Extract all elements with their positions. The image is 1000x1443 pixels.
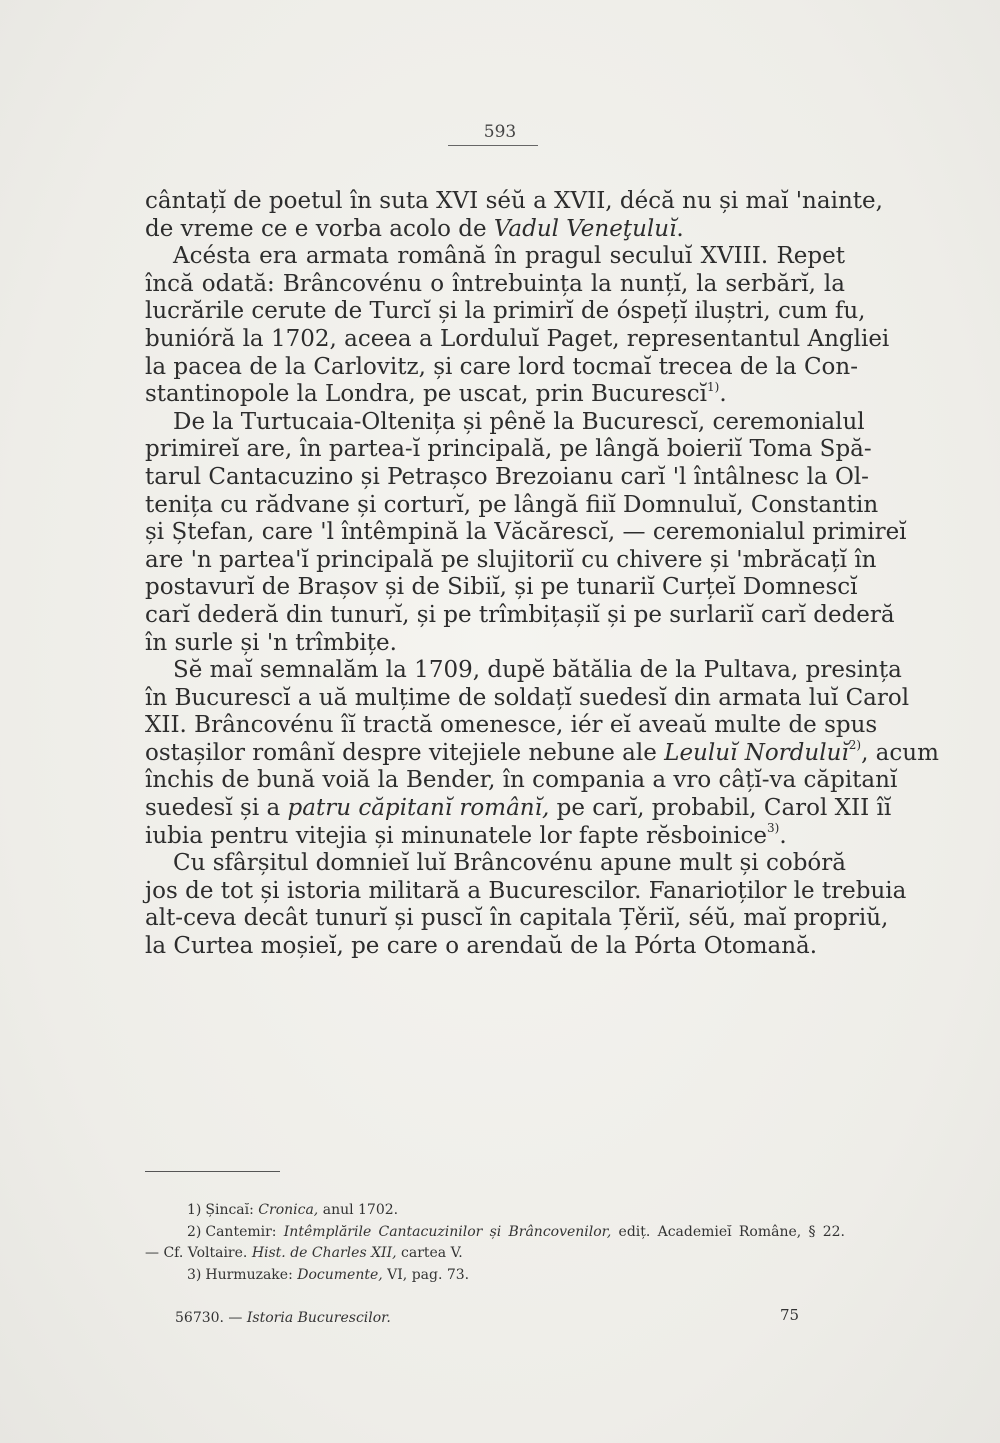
- text-line: în Bucurescĭ a uă mulțime de soldațĭ suedesĭ din armata luĭ Carol: [145, 684, 910, 711]
- text-line-part: iubia pentru vitejia și minunatele lor fapte rĕsboinice: [145, 822, 768, 849]
- text-line: [145, 795, 892, 823]
- text-line: încă odată: Brâncovénu o întrebuința la nunțĭ, la serbărĭ, la: [145, 270, 845, 297]
- text-line: alt-ceva decât tunurĭ și puscĭ în capitala Țěriĭ, séŭ, maĭ propriŭ,: [145, 905, 889, 932]
- text-line-part: .: [779, 822, 787, 849]
- footnote-rest: ediț. Academieĭ Române, § 22.: [611, 1223, 845, 1240]
- text-line: la pacea de la Carlovitz, și care lord tocmaĭ trecea de la Con-: [145, 353, 858, 380]
- footnote-number: 2): [187, 1223, 202, 1240]
- text-line-part: , acum: [861, 739, 939, 766]
- footnote-1: [145, 1200, 845, 1222]
- footnote-title: Intêmplările Cantacuzinilor și Brâncovenilor,: [283, 1223, 612, 1240]
- footnote-rest: — Cf. Voltaire.: [145, 1245, 252, 1261]
- footnote-title: Documente,: [297, 1266, 383, 1283]
- footnote-number: 1): [187, 1202, 202, 1218]
- footnote-marker: 1): [707, 379, 720, 394]
- folio-number: 75: [780, 1306, 800, 1324]
- text-line: bunióră la 1702, aceea a Lorduluĭ Paget, representantul Angliei: [145, 325, 890, 352]
- italic-place-name: Vadul Veneţuluĭ: [493, 215, 677, 242]
- text-line: stantinopole la Londra, pe uscat, prin Bucurescĭ$^{1)}$.: [145, 379, 727, 408]
- signature-title: Istoria Bucurescilor.: [246, 1310, 391, 1326]
- text-line: [145, 738, 939, 768]
- text-line: De la Turtucaia-Oltenița și pênĕ la Bucurescĭ, ceremonialul: [173, 408, 865, 435]
- text-line-part: de vreme ce e vorba acolo de Vadul Veneţuluĭ.: [145, 215, 684, 242]
- text-line: primireĭ are, în partea-ĭ principală, pe lângă boieriĭ Toma Spă-: [145, 436, 872, 463]
- footnote-rule: [145, 1171, 280, 1172]
- text-line-part: stantinopole la Londra, pe uscat, prin Bucurescĭ: [145, 381, 708, 408]
- text-line: în surle și 'n trîmbițe.: [145, 629, 397, 656]
- text-line: Sĕ maĭ semnalăm la 1709, dupĕ bătălia de la Pultava, presința: [173, 657, 902, 684]
- text-line: [145, 823, 845, 851]
- text-line: Acésta era armata română în pragul seculuĭ XVIII. Repet: [173, 243, 845, 270]
- signature-code: 56730. —: [175, 1310, 247, 1326]
- text-line: tenița cu rădvane și corturĭ, pe lângă fiiĭ Domnuluĭ, Constantin: [145, 491, 879, 518]
- page-number: 593: [483, 122, 517, 142]
- footnote-title: Cronica,: [258, 1202, 319, 1218]
- text-line-part: suedesĭ și a: [145, 795, 288, 822]
- footnote-rest: VI, pag. 73.: [382, 1266, 470, 1283]
- printer-signature: [175, 1310, 391, 1326]
- text-line: la Curtea moșieĭ, pe care o arendaŭ de la Pórta Otomană.: [145, 933, 818, 960]
- text-line-part: pe carĭ, probabil, Carol XII îĭ: [549, 795, 892, 822]
- text-line: jos de tot și istoria militară a Bucurescilor. Fanarioților le trebuia: [145, 877, 907, 904]
- italic-phrase: patru căpitanĭ românĭ,: [287, 795, 550, 822]
- text-line: lucrările cerute de Turcĭ și la primirĭ de óspețĭ iluștri, cum fu,: [145, 298, 866, 325]
- text-line: [145, 216, 845, 244]
- footnote-2-continued: [145, 1243, 845, 1265]
- text-line: XII. Brâncovénu îĭ tractă omenesce, iér eĭ aveaŭ multe de spus: [145, 712, 878, 739]
- text-line: și Ștefan, care 'l întêmpină la Văcărescĭ, — ceremonialul primireĭ: [145, 519, 907, 546]
- page-number-rule: [448, 145, 538, 146]
- text-line: Cu sfârșitul domnieĭ luĭ Brâncovénu apune mult și cobóră: [173, 850, 846, 877]
- text-line: tarul Cantacuzino și Petrașco Brezoianu carĭ 'l întâlnesc la Ol-: [145, 463, 869, 490]
- footnote-author: Șincaĭ:: [205, 1202, 259, 1218]
- text-line: cântațĭ de poetul în suta XVI séŭ a XVII, décă nu și maĭ 'nainte,: [145, 188, 883, 214]
- text-line: carĭ dederă din tunurĭ, și pe trîmbițașiĭ și pe surlariĭ carĭ dederă: [145, 601, 895, 628]
- footnote-2: [145, 1222, 845, 1244]
- footnote-rest: anul 1702.: [318, 1202, 399, 1218]
- text-line: are 'n partea'ĭ principală pe slujitoriĭ cu chivere și 'mbrăcațĭ în: [145, 546, 877, 573]
- footnote-marker: 3): [767, 821, 780, 835]
- text-line: postavurĭ de Brașov și de Sibiĭ, și pe tunariĭ Curțeĭ Domnescĭ: [145, 574, 858, 601]
- footnotes: [145, 1200, 845, 1286]
- text-line: închis de bună voiă la Bender, în compania a vro câțĭ-va căpitanĭ: [145, 767, 898, 794]
- text-line-part: ostașilor românĭ despre vitejiele nebune ale: [145, 739, 665, 766]
- footnote-rest: cartea V.: [396, 1245, 463, 1261]
- footnote-author: Hurmuzake:: [205, 1266, 298, 1283]
- footnote-number: 3): [187, 1266, 202, 1283]
- body-text: [145, 188, 939, 961]
- footnote-3: [145, 1265, 845, 1287]
- italic-title: Leuluĭ Norduluĭ: [664, 739, 849, 766]
- footnote-author: Cantemir:: [205, 1223, 284, 1240]
- footnote-title: Hist. de Charles XII,: [251, 1245, 397, 1261]
- footnote-marker: 2): [848, 738, 862, 753]
